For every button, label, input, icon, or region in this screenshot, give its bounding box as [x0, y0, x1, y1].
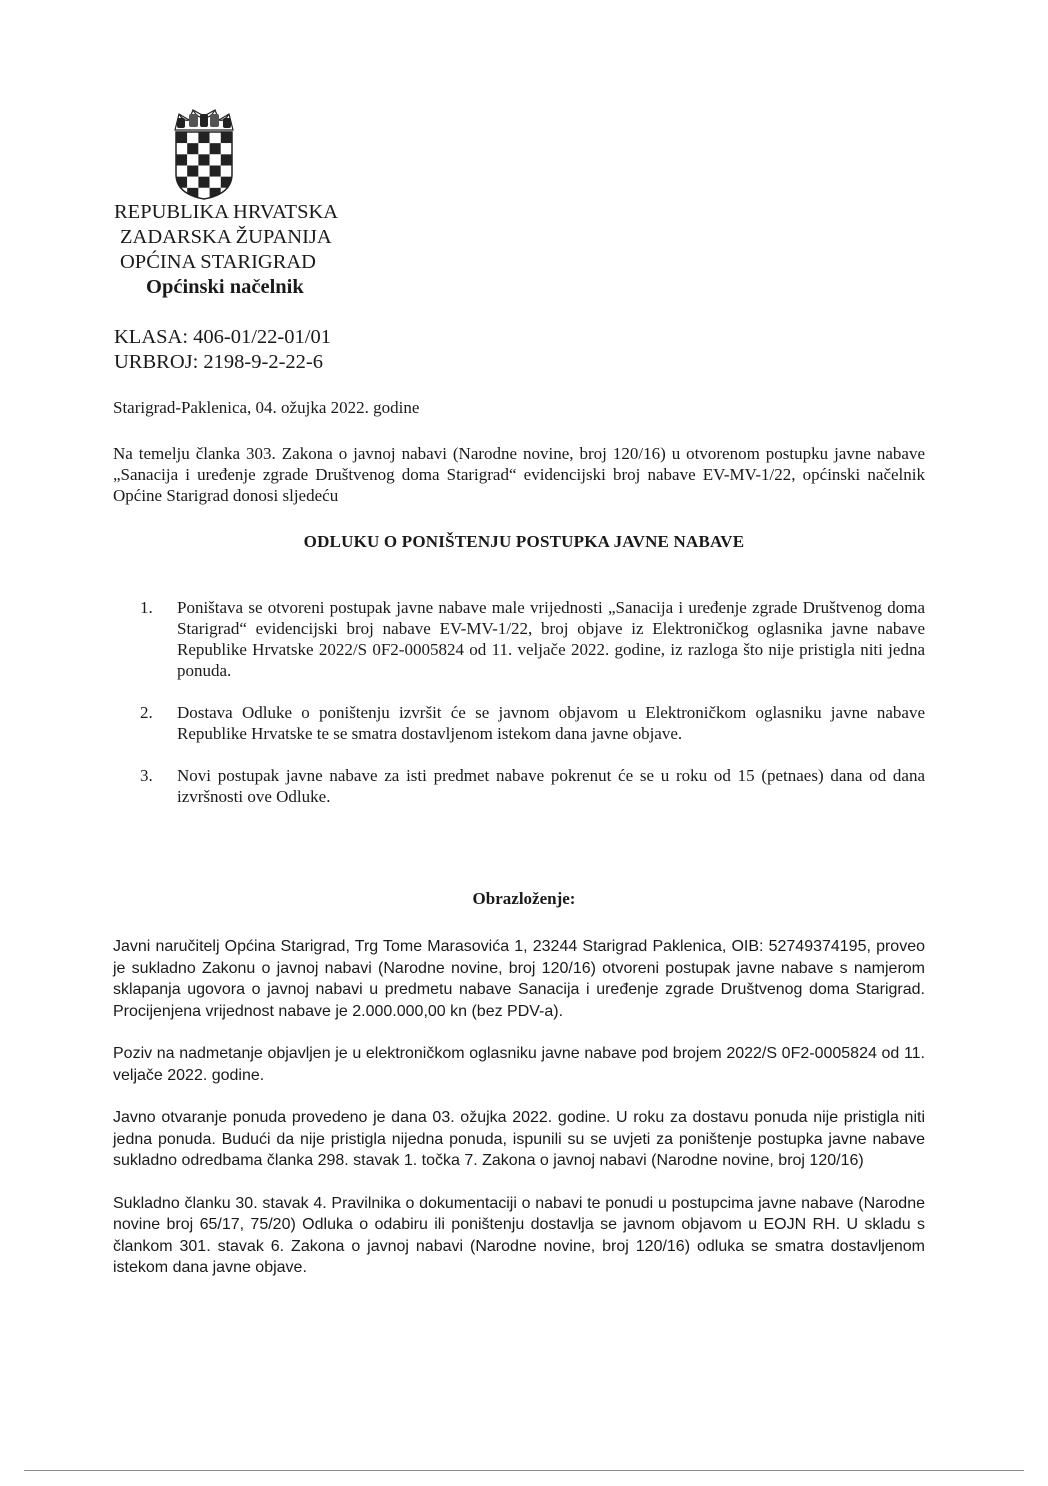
header-municipality: OPĆINA STARIGRAD — [120, 251, 316, 273]
body-paragraph: Poziv na nadmetanje objavljen je u elektroničkom oglasniku javne nabave pod brojem 2022/S 0F2-0005824 od 11. veljače 2022. godine. — [113, 1045, 925, 1084]
item-text: Dostava Odluke o poništenju izvršit će se javnom objavom u Elektroničkom oglasniku javne nabave Republike Hrvatske te se smatra dostavljenom istekom dana javne objave. — [177, 703, 925, 743]
list-item — [140, 702, 925, 744]
decision-title: ODLUKU O PONIŠTENJU POSTUPKA JAVNE NABAVE — [303, 532, 745, 551]
item-number: 1. — [140, 598, 153, 617]
item-number: 2. — [140, 703, 153, 722]
list-item — [140, 765, 925, 807]
croatian-coat-of-arms-icon — [173, 108, 235, 200]
header-mayor: Općinski načelnik — [146, 276, 304, 298]
klasa: KLASA: 406-01/22-01/01 — [114, 326, 331, 348]
body-paragraph: Javno otvaranje ponuda provedeno je dana 03. ožujka 2022. godine. U roku za dostavu ponuda nije pristigla niti jedna ponuda. Budući da nije pristigla nijedna ponuda, ispunili su se uvjeti za poništenje postupka javne nabave sukladno odredbama članka 298. stavak 1. točka 7. Zakona o javnoj nabavi (Narodne novine, broj 120/16) — [113, 1109, 925, 1169]
page-bottom-rule — [24, 1470, 1024, 1471]
header-county: ZADARSKA ŽUPANIJA — [120, 226, 332, 248]
reasoning-body — [113, 936, 925, 1300]
list-item — [140, 597, 925, 681]
document-date: Starigrad-Paklenica, 04. ožujka 2022. godine — [113, 398, 420, 417]
reasoning-title: Obrazloženje: — [472, 889, 576, 908]
item-text: Poništava se otvoreni postupak javne nabave male vrijednosti „Sanacija i uređenje zgrade Društvenog doma Starigrad“ evidencijski broj nabave EV-MV-1/22, broj objave iz Elektroničkog oglasnika javne nabave Republike Hrvatske 2022/S 0F2-0005824 od 11. veljače 2022. godine, iz razloga što nije pristigla niti jedna ponuda. — [177, 598, 925, 680]
item-number: 3. — [140, 766, 153, 785]
item-text: Novi postupak javne nabave za isti predmet nabave pokrenut će se u roku od 15 (petnaes) dana od dana izvršnosti ove Odluke. — [177, 766, 925, 806]
body-paragraph: Sukladno članku 30. stavak 4. Pravilnika o dokumentaciji o nabavi te ponudi u postupcima javne nabave (Narodne novine broj 65/17, 75/20) Odluka o odabiru ili poništenju dostavlja se javnom objavom u EOJN RH. U skladu s člankom 301. stavak 6. Zakona o javnoj nabavi (Narodne novine, broj 120/16) odluka se smatra dostavljenom istekom dana javne objave. — [113, 1194, 925, 1276]
issuer-header — [114, 200, 338, 300]
reference-numbers — [114, 325, 331, 375]
urbroj: URBROJ: 2198-9-2-22-6 — [114, 351, 323, 373]
intro-paragraph: Na temelju članka 303. Zakona o javnoj nabavi (Narodne novine, broj 120/16) u otvorenom postupku javne nabave „Sanacija i uređenje zgrade Društvenog doma Starigrad“ evidencijski broj nabave EV-MV-1/22, općinski načelnik Općine Starigrad donosi sljedeću — [113, 444, 925, 505]
decision-items — [140, 597, 925, 828]
header-republic: REPUBLIKA HRVATSKA — [114, 201, 339, 223]
body-paragraph: Javni naručitelj Općina Starigrad, Trg Tome Marasovića 1, 23244 Starigrad Paklenica, OIB: 52749374195, proveo je sukladno Zakonu o javnoj nabavi (Narodne novine, broj 120/16) otvoreni postupak javne nabave s namjerom sklapanja ugovora o javnoj nabavi u predmetu nabave Sanacija i uređenje zgrade Društvenog doma Starigrad. Procijenjena vrijednost nabave je 2.000.000,00 kn (bez PDV-a). — [113, 938, 925, 1020]
